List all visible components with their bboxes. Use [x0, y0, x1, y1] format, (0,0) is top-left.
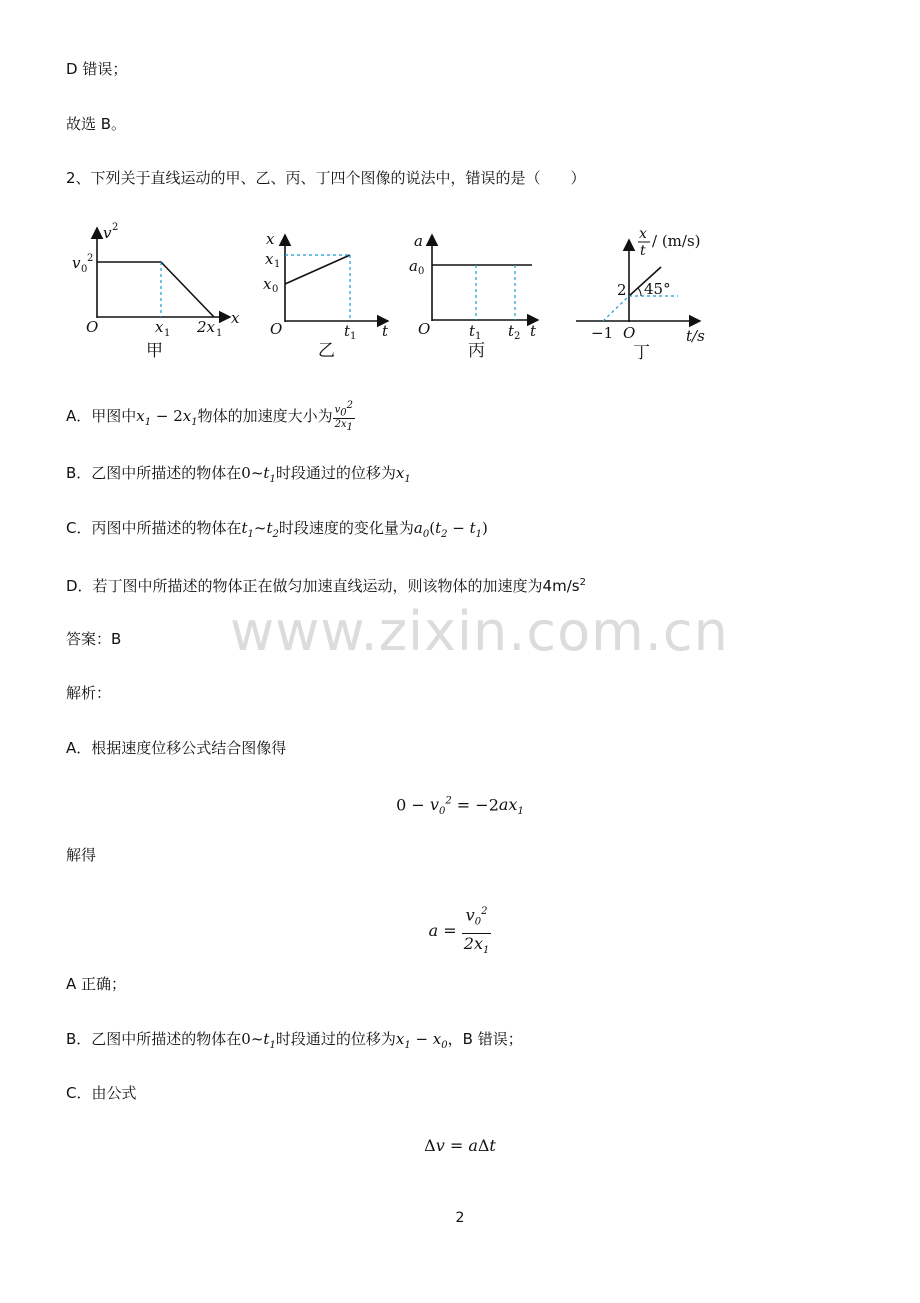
- svg-text:0: 0: [81, 264, 88, 275]
- svg-text:1: 1: [164, 328, 171, 339]
- svg-text:2: 2: [514, 331, 521, 342]
- svg-text:1: 1: [274, 259, 281, 270]
- svg-text:1: 1: [216, 328, 223, 339]
- svg-text:t: t: [530, 322, 537, 340]
- svg-text:45°: 45°: [644, 280, 671, 298]
- svg-text:t: t: [344, 322, 351, 340]
- label-v-squared: v: [103, 224, 112, 242]
- svg-text:O: O: [270, 320, 283, 338]
- svg-text:−1: −1: [591, 324, 614, 342]
- svg-text:x: x: [231, 309, 240, 327]
- answer: 答案：B: [66, 630, 122, 648]
- graph-jia: [72, 222, 240, 361]
- graph-yi: [263, 230, 389, 361]
- equation-1: $0 - v_0^2 = -2ax_1$: [396, 795, 524, 818]
- solution-c: C．由公式: [66, 1084, 137, 1102]
- graph-ding: [576, 226, 705, 363]
- svg-text:x: x: [263, 275, 272, 293]
- svg-text:t: t: [640, 243, 646, 259]
- analysis-heading: 解析：: [66, 684, 112, 702]
- svg-text:/ (m/s): / (m/s): [652, 232, 701, 250]
- svg-text:O: O: [623, 324, 636, 342]
- svg-text:t: t: [382, 322, 389, 340]
- question-2: 2、下列关于直线运动的甲、乙、丙、丁四个图像的说法中，错误的是（ ）: [66, 169, 586, 187]
- graph-title-yi: 乙: [318, 341, 335, 361]
- svg-text:x: x: [265, 250, 274, 268]
- option-c: C．丙图中所描述的物体在$t_1\sim t_2$时段速度的变化量为$a_0(t_2 - t_1)$: [66, 519, 488, 540]
- motion-graphs: [66, 220, 716, 370]
- svg-text:0: 0: [272, 284, 279, 295]
- watermark: www.zixin.com.cn: [230, 600, 729, 663]
- svg-text:t: t: [469, 322, 476, 340]
- text-jiede: 解得: [66, 846, 97, 864]
- page-number: 2: [455, 1210, 465, 1226]
- svg-text:0: 0: [418, 266, 425, 277]
- option-b: B．乙图中所描述的物体在$0\sim t_1$时段通过的位移为$x_1$: [66, 464, 411, 485]
- text-choose-b: 故选 B。: [66, 115, 127, 133]
- svg-text:2: 2: [617, 281, 627, 299]
- svg-text:v: v: [72, 254, 81, 272]
- svg-text:t/s: t/s: [686, 327, 705, 345]
- graph-bing: [409, 232, 538, 361]
- svg-text:1: 1: [350, 331, 357, 342]
- option-a: A．甲图中$x_1 - 2x_1$物体的加速度大小为 $\frac{v_0^2}{2x_1}$: [66, 400, 354, 434]
- svg-text:2: 2: [112, 222, 119, 233]
- graph-title-jia: 甲: [146, 341, 163, 361]
- svg-text:a: a: [414, 232, 423, 250]
- svg-text:2x: 2x: [197, 318, 216, 336]
- graph-title-ding: 丁: [633, 343, 650, 363]
- option-d: D．若丁图中所描述的物体正在做匀加速直线运动，则该物体的加速度为$4m/s^2$: [66, 577, 586, 595]
- svg-text:x: x: [639, 226, 647, 242]
- svg-text:a: a: [409, 257, 418, 275]
- svg-text:O: O: [86, 318, 99, 336]
- equation-2: a = $\frac{v_0^2}{2x_1}$: [0, 902, 920, 961]
- text-a-correct: A 正确；: [66, 975, 127, 993]
- svg-text:x: x: [155, 318, 164, 336]
- solution-a: A．根据速度位移公式结合图像得: [66, 739, 287, 757]
- solution-b: B．乙图中所描述的物体在$0\sim t_1$时段通过的位移为$x_1 - x_0$，B 错误；: [66, 1030, 523, 1051]
- equation-3: Δv = aΔt: [424, 1136, 496, 1155]
- svg-text:O: O: [418, 320, 431, 338]
- graph-title-bing: 丙: [468, 341, 485, 361]
- svg-text:2: 2: [87, 253, 94, 264]
- svg-text:t: t: [508, 322, 515, 340]
- svg-text:x: x: [266, 230, 275, 248]
- text-d-wrong: D 错误；: [66, 60, 128, 78]
- svg-text:1: 1: [475, 331, 482, 342]
